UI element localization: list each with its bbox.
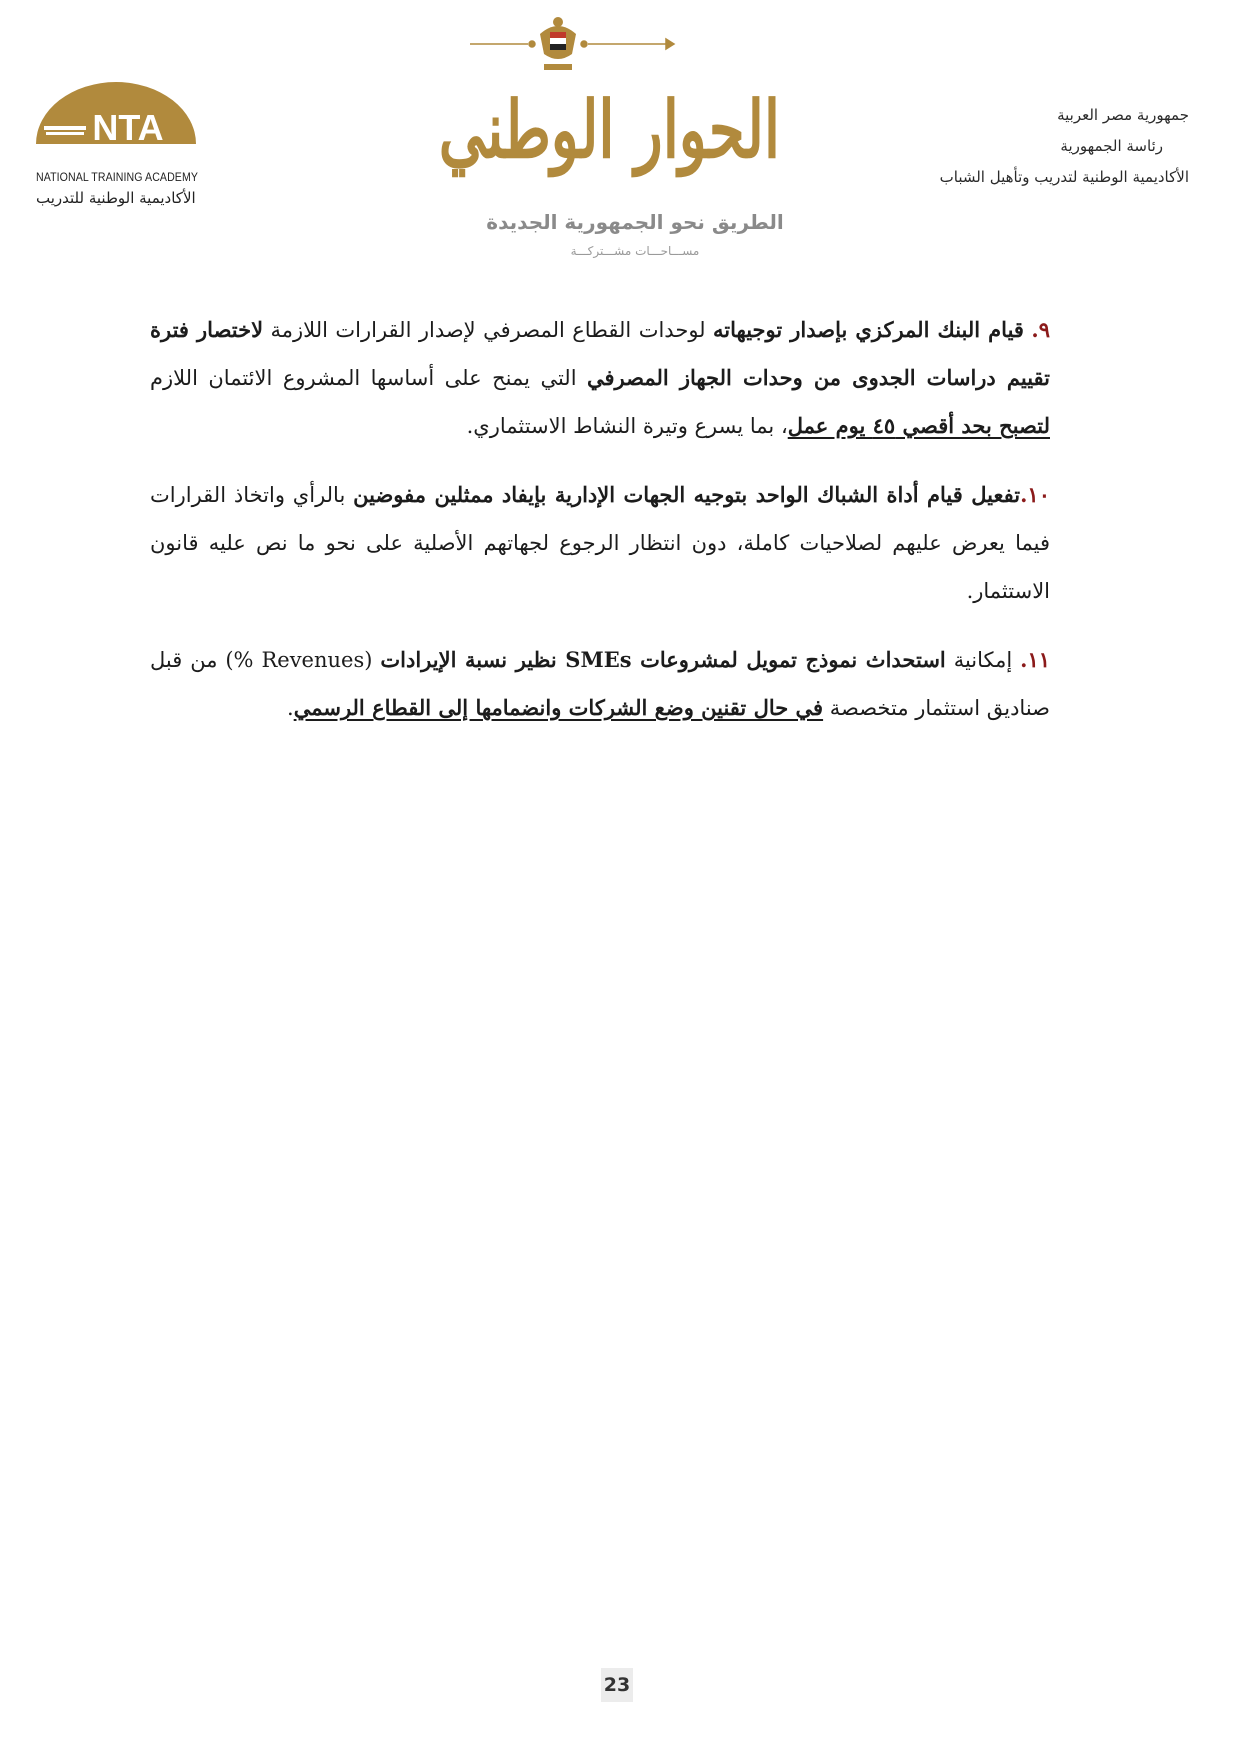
item-bold-text: تفعيل قيام أداة الشباك الواحد بتوجيه الجهات الإدارية بإيفاد ممثلين مفوضين <box>353 482 1021 507</box>
header-line-presidency: رئاسة الجمهورية <box>1060 137 1163 155</box>
item-text: . <box>287 696 294 720</box>
item-text: بالرأي واتخاذ القرارات فيما يعرض عليهم لصلاحيات كاملة، دون انتظار الرجوع لجهاتهم الأصلية على نحو ما نص عليه قانون الاستثمار. <box>150 483 1050 603</box>
item-number: ١١. <box>1020 647 1051 672</box>
item-text: ، بما يسرع وتيرة النشاط الاستثماري. <box>466 414 788 438</box>
item-underlined-text: لتصبح بحد أقصي ٤٥ يوم عمل <box>787 413 1050 438</box>
header-line-republic: جمهورية مصر العربية <box>1057 106 1189 124</box>
header-line-academy: الأكاديمية الوطنية لتدريب وتأهيل الشباب <box>939 168 1189 186</box>
item-text: التي يمنح على أساسها المشروع الائتمان اللازم <box>150 366 588 390</box>
item-bold-text: قيام البنك المركزي بإصدار توجيهاته <box>713 317 1024 342</box>
item-bold-text: استحداث نموذج تمويل لمشروعات SMEs نظير نسبة الإيرادات <box>380 647 946 672</box>
eagle-icon <box>540 17 576 70</box>
dialogue-subtitle: الطريق نحو الجمهورية الجديدة <box>486 210 784 234</box>
item-text: (Revenues %) من قبل صناديق استثمار متخصصة <box>150 648 1050 720</box>
item-text: لوحدات القطاع المصرفي لإصدار القرارات اللازمة <box>263 318 714 342</box>
nta-english-name: NATIONAL TRAINING ACADEMY <box>36 172 199 184</box>
list-item <box>150 636 1050 732</box>
institution-header <box>869 100 1189 193</box>
nta-logo-text: NTA <box>92 107 164 148</box>
item-number: ٩. <box>1031 317 1050 342</box>
list-item <box>150 471 1050 615</box>
item-underlined-text: في حال تقنين وضع الشركات وانضمامها إلى القطاع الرسمي <box>293 695 824 720</box>
nta-arabic-name: الأكاديمية الوطنية للتدريب <box>36 189 196 207</box>
item-text: إمكانية <box>945 648 1021 672</box>
page-number: 23 <box>601 1668 633 1702</box>
dialogue-calligraphy-title: الحوار الوطني <box>438 84 780 176</box>
list-item <box>150 306 1050 450</box>
item-bold-text: لاختصار فترة تقييم دراسات الجدوى من وحدات الجهاز المصرفي <box>150 317 1050 390</box>
recommendations-list <box>150 306 1050 742</box>
item-number: ١٠. <box>1020 482 1050 507</box>
dialogue-tagline: مســـاحـــات مشـــتركـــة <box>570 244 700 258</box>
